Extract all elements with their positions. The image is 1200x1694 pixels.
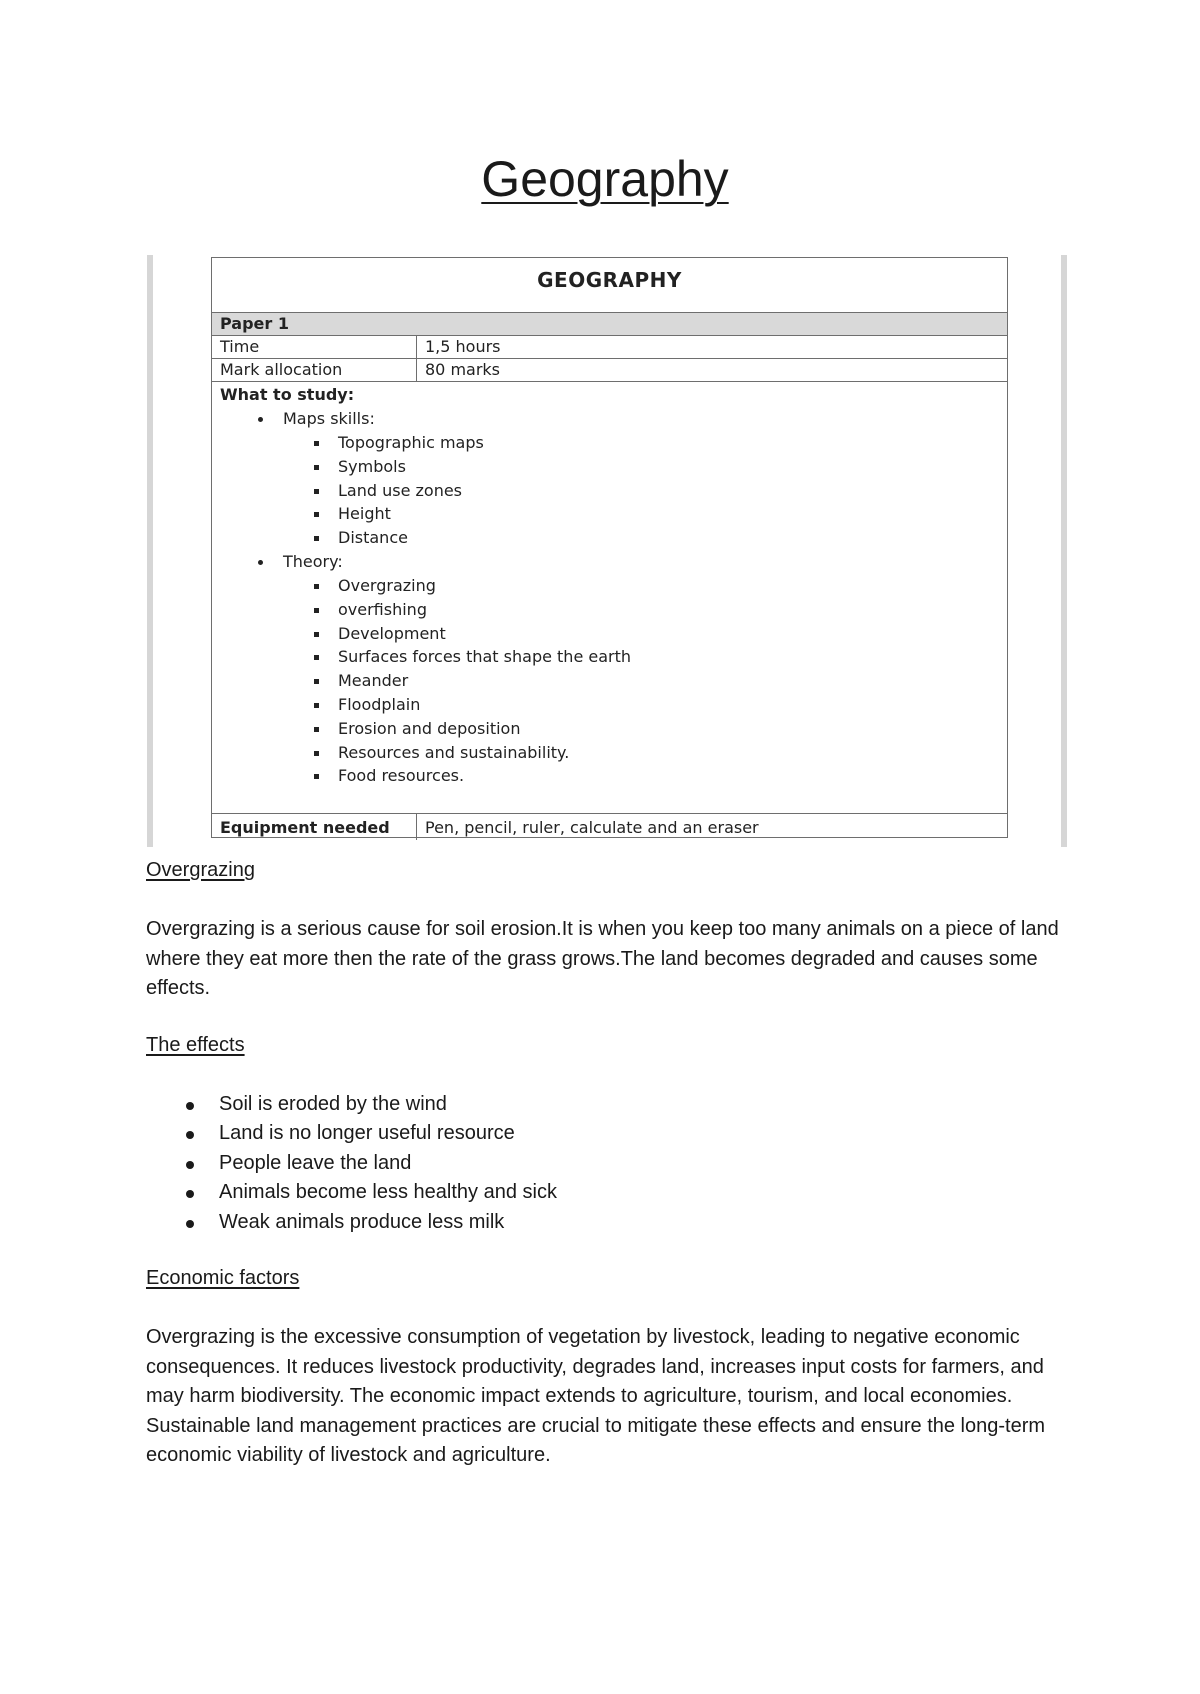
- equipment-label: Equipment needed: [212, 814, 417, 840]
- list-item: Resources and sustainability.: [220, 741, 1007, 765]
- effects-list: [146, 1090, 1066, 1238]
- paper-row: Paper 1: [212, 313, 1007, 336]
- list-item: Distance: [220, 526, 1007, 550]
- list-item: Land use zones: [220, 479, 1007, 503]
- list-item: Surfaces forces that shape the earth: [220, 645, 1007, 669]
- list-item: Floodplain: [220, 693, 1007, 717]
- list-item: Erosion and deposition: [220, 717, 1007, 741]
- exam-table: [211, 257, 1008, 838]
- mark-allocation-row: [212, 359, 1007, 382]
- effects-heading: The effects: [146, 1033, 245, 1056]
- list-item: Height: [220, 502, 1007, 526]
- list-item: Development: [220, 622, 1007, 646]
- economic-factors-paragraph: Overgrazing is the excessive consumption of vegetation by livestock, leading to negative economic consequences. It reduces livestock productivity, degrades land, increases input costs for farmers, and may harm biodiversity. The economic impact extends to agriculture, tourism, and local economies. Sustainable land management practices are crucial to mitigate these effects and ensure the long-term economic viability of livestock and agriculture.: [146, 1326, 1046, 1466]
- equipment-row: [212, 814, 1007, 840]
- document-body: [146, 856, 1066, 1471]
- list-item: Meander: [220, 669, 1007, 693]
- page-title: Geography: [481, 151, 729, 207]
- list-item: Food resources.: [220, 764, 1007, 788]
- overgrazing-heading: Overgrazing: [146, 859, 255, 881]
- overgrazing-paragraph: Overgrazing is a serious cause for soil erosion.It is when you keep too many animals on a piece of land where they eat more then the rate of the grass grows.The land becomes degraded and causes some effects.: [146, 918, 1059, 999]
- time-value: 1,5 hours: [425, 337, 501, 356]
- list-item: overfishing: [220, 598, 1007, 622]
- study-group-label: Maps skills:: [220, 407, 1007, 431]
- time-row: [212, 336, 1007, 359]
- theory-list: [220, 574, 1007, 788]
- maps-skills-list: [220, 431, 1007, 550]
- list-item: People leave the land: [146, 1149, 1066, 1179]
- list-item: Land is no longer useful resource: [146, 1119, 1066, 1149]
- equipment-value: Pen, pencil, ruler, calculate and an eraser: [425, 818, 759, 837]
- list-item: Overgrazing: [220, 574, 1007, 598]
- time-label: Time: [212, 336, 417, 358]
- study-section: [212, 383, 1007, 814]
- study-title: What to study:: [220, 385, 355, 404]
- list-item: Symbols: [220, 455, 1007, 479]
- exam-table-heading: GEOGRAPHY: [212, 258, 1007, 313]
- economic-factors-heading: Economic factors: [146, 1267, 300, 1289]
- mark-allocation-value: 80 marks: [425, 360, 501, 379]
- embedded-exam-image: [147, 255, 1067, 847]
- list-item: Weak animals produce less milk: [146, 1208, 1066, 1238]
- list-item: Topographic maps: [220, 431, 1007, 455]
- list-item: Soil is eroded by the wind: [146, 1090, 1066, 1120]
- list-item: Animals become less healthy and sick: [146, 1178, 1066, 1208]
- mark-allocation-label: Mark allocation: [212, 359, 417, 381]
- study-group-label: Theory:: [220, 550, 1007, 574]
